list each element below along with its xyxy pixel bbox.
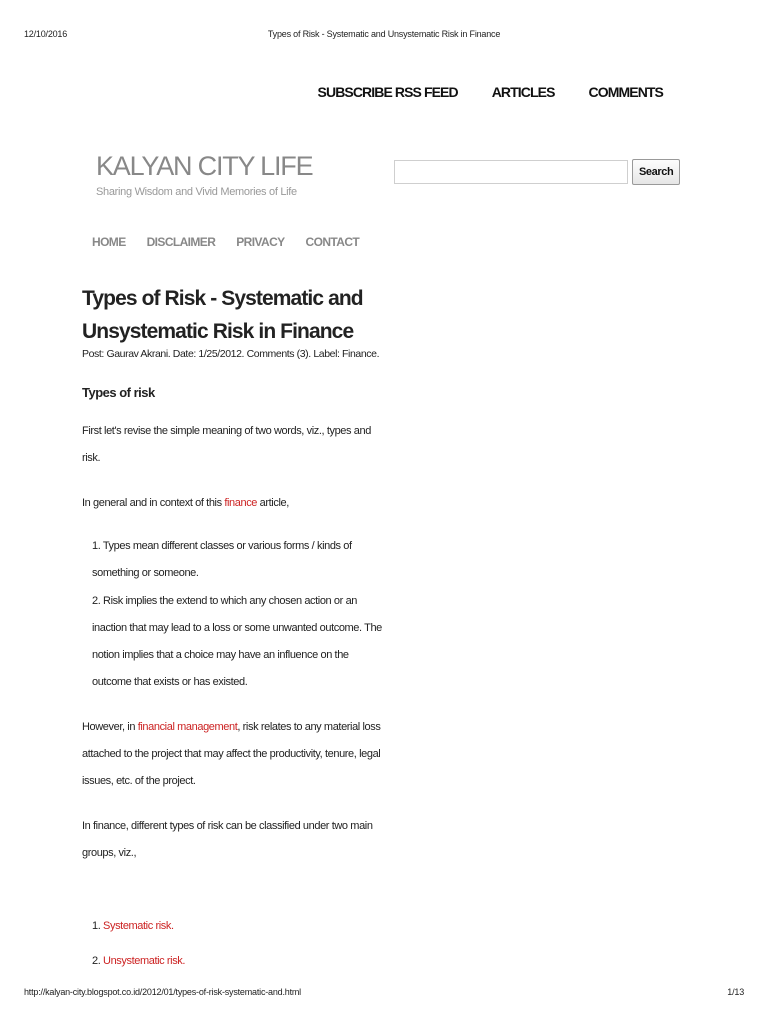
print-date: 12/10/2016 [24, 29, 68, 39]
site-tagline: Sharing Wisdom and Vivid Memories of Life [96, 186, 297, 198]
nav-contact[interactable]: CONTACT [305, 235, 360, 249]
site-brand [96, 150, 312, 198]
systematic-risk-link-end[interactable]: . [171, 920, 174, 932]
site-title[interactable]: KALYAN CITY LIFE [96, 151, 313, 181]
list-item [92, 944, 382, 978]
print-footer [24, 987, 744, 999]
main-nav [92, 235, 359, 249]
text: However, in [82, 721, 138, 733]
print-page-number: 1/13 [727, 987, 744, 997]
subscribe-rss-link[interactable]: SUBSCRIBE RSS FEED [317, 84, 458, 100]
systematic-risk-link[interactable]: Systematic risk [103, 920, 171, 932]
print-url: http://kalyan-city.blogspot.co.id/2012/01/types-of-risk-systematic-and.html [24, 987, 301, 997]
articles-link[interactable]: ARTICLES [491, 84, 555, 100]
list-item: 2. Risk implies the extend to which any chosen action or an inaction that may lead to a loss or some unwanted outcome. The notion implies that a choice may have an influence on the outcome that exists or has existed. [92, 595, 382, 688]
paragraph-intro: First let's revise the simple meaning of two words, viz., types and risk. [82, 425, 371, 464]
list-number: 1. [92, 920, 104, 932]
list-number: 2. [92, 955, 104, 967]
text: , risk relates to any material loss attached to the project that may affect the productivity, tenure, legal issues, etc. of the project. [82, 721, 381, 787]
comments-link[interactable]: COMMENTS [588, 84, 663, 100]
list-item [92, 909, 382, 943]
search-form [394, 159, 680, 185]
nav-disclaimer[interactable]: DISCLAIMER [146, 235, 216, 249]
finance-link[interactable]: finance [224, 497, 258, 509]
paragraph-financial-management [82, 714, 382, 795]
search-input[interactable] [394, 160, 628, 184]
search-button[interactable]: Search [632, 159, 680, 185]
list-item: 1. Types mean different classes or various forms / kinds of something or someone. [92, 540, 352, 579]
financial-management-link[interactable]: financial management [137, 721, 238, 733]
nav-privacy[interactable]: PRIVACY [236, 235, 285, 249]
print-title: Types of Risk - Systematic and Unsystematic Risk in Finance [267, 29, 501, 39]
paragraph-groups: In finance, different types of risk can be classified under two main groups, viz., [82, 820, 373, 859]
text: In general and in context of this [82, 497, 225, 509]
article-title: Types of Risk - Systematic and Unsystematic Risk in Finance [82, 287, 363, 343]
unsystematic-risk-link-end[interactable]: . [182, 955, 186, 967]
nav-home[interactable]: HOME [92, 235, 126, 249]
definitions-list [92, 533, 382, 696]
unsystematic-risk-link[interactable]: Unsystematic risk [103, 955, 183, 967]
article [82, 282, 382, 978]
text: article, [257, 497, 289, 509]
article-meta: Post: Gaurav Akrani. Date: 1/25/2012. Comments (3). Label: Finance. [82, 348, 380, 360]
risk-types-list [92, 909, 382, 978]
top-links [318, 84, 663, 100]
print-header [24, 29, 744, 41]
paragraph-context [82, 490, 382, 517]
section-heading: Types of risk [82, 385, 155, 400]
